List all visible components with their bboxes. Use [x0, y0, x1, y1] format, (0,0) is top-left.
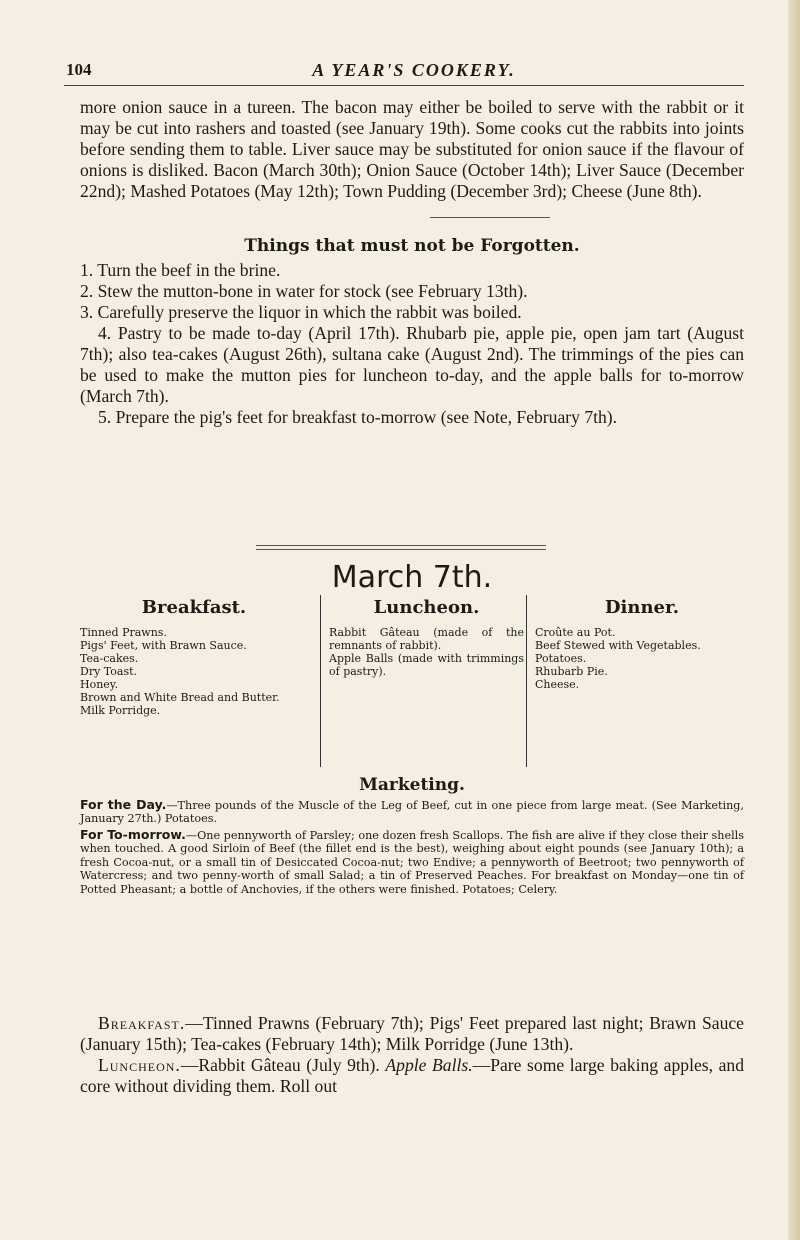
breakfast-text: —Tinned Prawns (February 7th); Pigs' Feet prepared last night; Brawn Sauce (January 15th); Tea-cakes (February 14th); Milk Porridge (June 13th). — [80, 1013, 744, 1054]
for-tomorrow-text: —One pennyworth of Parsley; one dozen fresh Scallops. The fish are alive if they close their shells when touched. A good Sirloin of Beef (the fillet end is the best), weighing about eight pounds (see January 10th); a fresh Cocoa-nut, or a small tin of Desiccated Cocoa-nut; two Endive; a pennyworth of Beetroot; two pennyworth of Watercress; and two penny-worth of small Salad; a tin of Preserved Peaches. For breakfast on Monday—one tin of Potted Pheasant; a bottle of Anchovies, if the others were finished. Potatoes; Celery. — [80, 829, 744, 896]
double-divider — [256, 545, 546, 550]
menu-item: Rhubarb Pie. — [535, 665, 608, 678]
menu-item: Cheese. — [535, 678, 580, 691]
apple-balls-label: Apple Balls. — [385, 1055, 473, 1075]
list-item: 5. Prepare the pig's feet for breakfast to-morrow (see Note, February 7th). — [98, 407, 618, 427]
menu-item: Dry Toast. — [80, 665, 138, 678]
list-item: 4. Pastry to be made to-day (April 17th). Rhubarb pie, apple pie, open jam tart (August 7th); also tea-cakes (August 26th), sultana cake (August 2nd). The trimmings of the pies can be used to make the mutton pies for luncheon to-day, and the apple balls for to-morrow (March 7th). — [80, 323, 744, 406]
recipe-paragraph — [80, 1013, 744, 1097]
luncheon-heading: Luncheon. — [373, 597, 480, 618]
menu-item: Honey. — [80, 678, 119, 691]
for-day-label: For the Day. — [80, 797, 167, 812]
menu-item: Milk Porridge. — [80, 704, 161, 717]
apple-balls-text: —Pare some large baking apples, and core without dividing them. Roll out — [80, 1055, 744, 1096]
intro-paragraph: more onion sauce in a tureen. The bacon may either be boiled to serve with the rabbit or it may be cut into rashers and toasted (see January 19th). Some cooks cut the rabbits into joints before sending them to table. Liver sauce may be substituted for onion sauce if the flavour of onions is disliked. Bacon (March 30th); Onion Sauce (October 14th); Liver Sauce (December 22nd); Mashed Potatoes (May 12th); Town Pudding (December 3rd); Cheese (June 8th). — [80, 97, 744, 201]
menu-item: Croûte au Pot. — [535, 626, 616, 639]
marketing-for-tomorrow — [80, 828, 744, 896]
breakfast-heading: Breakfast. — [141, 597, 247, 618]
menu-item: Brown and White Bread and Butter. — [80, 691, 280, 704]
dinner-column — [526, 595, 749, 767]
breakfast-label: Breakfast. — [98, 1013, 186, 1033]
header-rule — [64, 85, 744, 86]
page-edge — [788, 0, 800, 1240]
running-title: A YEAR'S COOKERY. — [312, 60, 516, 80]
list-item: 2. Stew the mutton-bone in water for stock (see February 13th). — [80, 281, 528, 301]
menu-item: Rabbit Gâteau (made of the remnants of rabbit). — [329, 626, 524, 652]
luncheon-column — [320, 595, 524, 767]
menu-item: Pigs' Feet, with Brawn Sauce. — [80, 639, 247, 652]
short-divider — [430, 217, 550, 218]
things-list — [80, 260, 744, 428]
list-item: 3. Carefully preserve the liquor in which the rabbit was boiled. — [80, 302, 522, 322]
marketing-heading: Marketing. — [359, 775, 465, 795]
menu-item: Potatoes. — [535, 652, 587, 665]
dinner-heading: Dinner. — [604, 597, 680, 618]
things-heading: Things that must not be Forgotten. — [244, 236, 580, 256]
menu-item: Tinned Prawns. — [80, 626, 167, 639]
list-item: 1. Turn the beef in the brine. — [80, 260, 281, 280]
breakfast-column — [80, 595, 308, 767]
marketing-for-day — [80, 798, 744, 826]
luncheon-paragraph — [80, 1055, 744, 1097]
luncheon-label: Luncheon. — [98, 1055, 181, 1075]
menu-date-title: March 7th. — [331, 560, 493, 595]
for-day-text: —Three pounds of the Muscle of the Leg of Beef, cut in one piece from large meat. (See Marketing, January 27th.) Potatoes. — [80, 799, 744, 826]
page-number: 104 — [66, 60, 92, 79]
menu-item: Apple Balls (made with trimmings of pastry). — [329, 652, 524, 678]
luncheon-text: —Rabbit Gâteau (July 9th). — [180, 1055, 380, 1075]
menu-item: Tea-cakes. — [80, 652, 139, 665]
menu-item: Beef Stewed with Vegetables. — [535, 639, 701, 652]
page-header — [64, 60, 764, 84]
breakfast-paragraph — [80, 1013, 744, 1055]
for-tomorrow-label: For To-morrow. — [80, 827, 186, 842]
